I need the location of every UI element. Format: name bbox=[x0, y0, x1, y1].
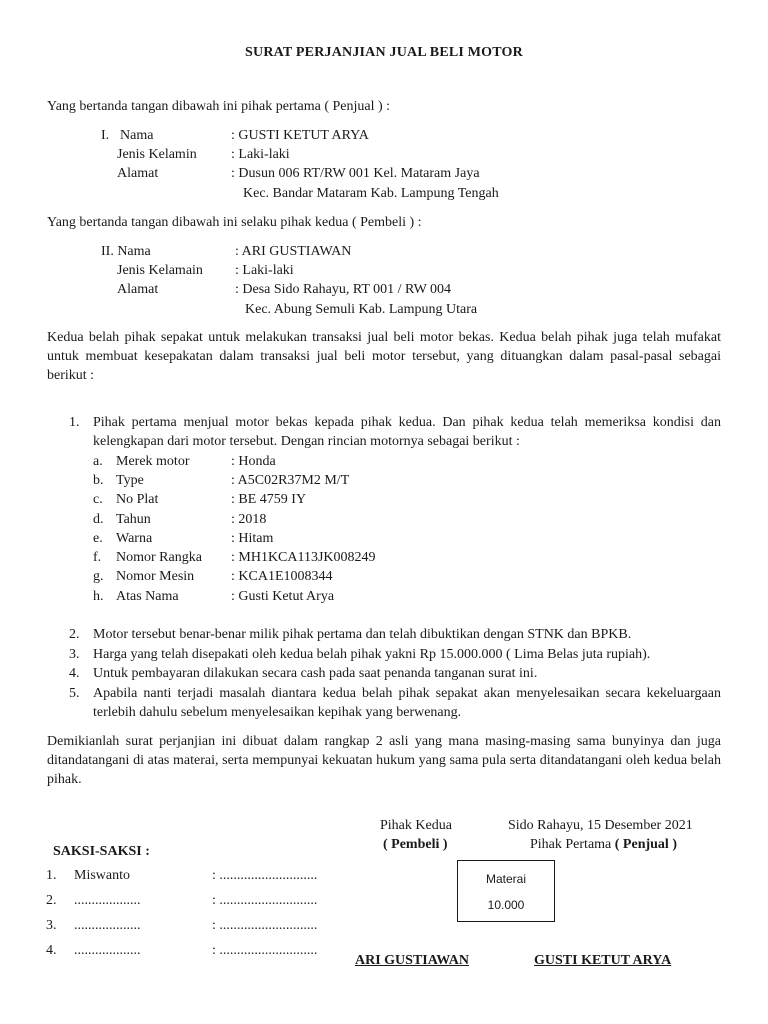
pembeli-label: ( Pembeli ) bbox=[383, 837, 448, 852]
clause-2-text: Motor tersebut benar-benar milik pihak pertama dan telah dibuktikan dengan STNK dan BPKB. bbox=[93, 627, 632, 642]
pihak-kedua-alamat-value-2: Kec. Abung Semuli Kab. Lampung Utara bbox=[245, 302, 478, 317]
pihak-kedua-nama-value: : ARI GUSTIAWAN bbox=[235, 244, 352, 259]
penjual-label: ( Penjual ) bbox=[614, 837, 677, 852]
clause-5-text: Apabila nanti terjadi masalah diantara kedua belah pihak sepakat akan menyelesaikan secara kekeluargaan terlebih dahulu sebelum menyelesaikan kepihak yang berwenang. bbox=[93, 686, 721, 720]
penjual-name: GUSTI KETUT ARYA bbox=[534, 953, 672, 968]
pihak-pertama-jk-label: Jenis Kelamin bbox=[117, 147, 197, 162]
detail-label: Nomor Rangka bbox=[116, 550, 202, 565]
clause-5-number: 5. bbox=[69, 686, 80, 701]
detail-letter: e. bbox=[93, 531, 103, 546]
materai-box bbox=[457, 860, 555, 922]
saksi-sign-line: : ............................ bbox=[212, 868, 318, 883]
clause-4-text: Untuk pembayaran dilakukan secara cash pada saat penanda tanganan surat ini. bbox=[93, 666, 538, 681]
saksi-name: Miswanto bbox=[74, 868, 130, 883]
clause-1-text: Pihak pertama menjual motor bekas kepada pihak kedua. Dan pihak kedua telah memeriksa kondisi dan kelengkapan dari motor tersebut. Dengan rincian motornya sebagai berikut : bbox=[93, 415, 721, 449]
detail-letter: g. bbox=[93, 569, 104, 584]
place-date: Sido Rahayu, 15 Desember 2021 bbox=[508, 818, 693, 833]
closing-paragraph: Demikianlah surat perjanjian ini dibuat dalam rangkap 2 asli yang mana masing-masing sama bunyinya dan juga ditandatangani di atas materai, serta mempunyai kekuatan hukum yang sama pula serta ditandatangani oleh kedua belah pihak. bbox=[47, 734, 721, 787]
pihak-pertama-alamat-label: Alamat bbox=[117, 166, 159, 181]
materai-value: 10.000 bbox=[487, 898, 525, 912]
detail-label: Type bbox=[116, 473, 144, 488]
pihak-pertama-sign-label bbox=[530, 835, 677, 854]
detail-letter: a. bbox=[93, 454, 103, 469]
saksi-number: 1. bbox=[46, 868, 57, 883]
detail-label: Warna bbox=[116, 531, 153, 546]
detail-label: Atas Nama bbox=[116, 589, 179, 604]
pihak-pertama-jk-value: : Laki-laki bbox=[231, 147, 290, 162]
detail-label: No Plat bbox=[116, 492, 159, 507]
saksi-name: ................... bbox=[74, 943, 141, 958]
detail-value: : MH1KCA113JK008249 bbox=[231, 550, 376, 565]
detail-value: : A5C02R37M2 M/T bbox=[231, 473, 350, 488]
saksi-number: 2. bbox=[46, 893, 57, 908]
clause-3-number: 3. bbox=[69, 647, 80, 662]
detail-label: Merek motor bbox=[116, 454, 190, 469]
clause-3-text: Harga yang telah disepakati oleh kedua belah pihak yakni Rp 15.000.000 ( Lima Belas juta rupiah). bbox=[93, 647, 651, 662]
pihak-kedua-intro: Yang bertanda tangan dibawah ini selaku pihak kedua ( Pembeli ) : bbox=[47, 215, 422, 230]
saksi-name: ................... bbox=[74, 918, 141, 933]
agreement-paragraph: Kedua belah pihak sepakat untuk melakukan transaksi jual beli motor bekas. Kedua belah pihak juga telah mufakat untuk membuat kesepakatan dalam transaksi jual beli motor tersebut, yang dituangkan dalam pasal-pasal sebagai berikut : bbox=[47, 330, 721, 383]
detail-label: Tahun bbox=[116, 512, 151, 527]
pihak-pertama-nama-label: Nama bbox=[120, 128, 154, 143]
saksi-sign-line: : ............................ bbox=[212, 918, 318, 933]
pihak-pertama-nama-value: : GUSTI KETUT ARYA bbox=[231, 128, 369, 143]
pihak-pertama-label: Pihak Pertama bbox=[530, 837, 612, 852]
clause-4-number: 4. bbox=[69, 666, 80, 681]
detail-value: : 2018 bbox=[231, 512, 267, 527]
pembeli-name: ARI GUSTIAWAN bbox=[355, 953, 469, 968]
pihak-kedua-jk-value: : Laki-laki bbox=[235, 263, 294, 278]
pihak-kedua-alamat-value-1: : Desa Sido Rahayu, RT 001 / RW 004 bbox=[235, 282, 452, 297]
detail-letter: d. bbox=[93, 512, 104, 527]
clause-1-number: 1. bbox=[69, 415, 80, 430]
detail-value: : Gusti Ketut Arya bbox=[231, 589, 335, 604]
detail-letter: h. bbox=[93, 589, 104, 604]
detail-value: : Honda bbox=[231, 454, 276, 469]
detail-letter: c. bbox=[93, 492, 103, 507]
detail-value: : Hitam bbox=[231, 531, 274, 546]
saksi-number: 4. bbox=[46, 943, 57, 958]
saksi-heading: SAKSI-SAKSI : bbox=[53, 844, 150, 859]
pihak-pertama-alamat-value-1: : Dusun 006 RT/RW 001 Kel. Mataram Jaya bbox=[231, 166, 480, 181]
saksi-name: ................... bbox=[74, 893, 141, 908]
pihak-kedua-nama-label: II. Nama bbox=[101, 244, 151, 259]
clause-2-number: 2. bbox=[69, 627, 80, 642]
detail-value: : BE 4759 IY bbox=[231, 492, 307, 507]
pihak-kedua-jk-label: Jenis Kelamain bbox=[117, 263, 203, 278]
document-title: SURAT PERJANJIAN JUAL BELI MOTOR bbox=[245, 45, 523, 60]
pihak-pertama-roman: I. bbox=[101, 128, 110, 143]
materai-label: Materai bbox=[485, 872, 526, 886]
detail-value: : KCA1E1008344 bbox=[231, 569, 333, 584]
detail-letter: f. bbox=[93, 550, 102, 565]
saksi-number: 3. bbox=[46, 918, 57, 933]
detail-label: Nomor Mesin bbox=[116, 569, 195, 584]
saksi-sign-line: : ............................ bbox=[212, 893, 318, 908]
pihak-pertama-alamat-value-2: Kec. Bandar Mataram Kab. Lampung Tengah bbox=[243, 186, 499, 201]
saksi-sign-line: : ............................ bbox=[212, 943, 318, 958]
pihak-kedua-alamat-label: Alamat bbox=[117, 282, 159, 297]
pihak-pertama-intro: Yang bertanda tangan dibawah ini pihak pertama ( Penjual ) : bbox=[47, 99, 391, 114]
pihak-kedua-label: Pihak Kedua bbox=[380, 818, 452, 833]
detail-letter: b. bbox=[93, 473, 104, 488]
